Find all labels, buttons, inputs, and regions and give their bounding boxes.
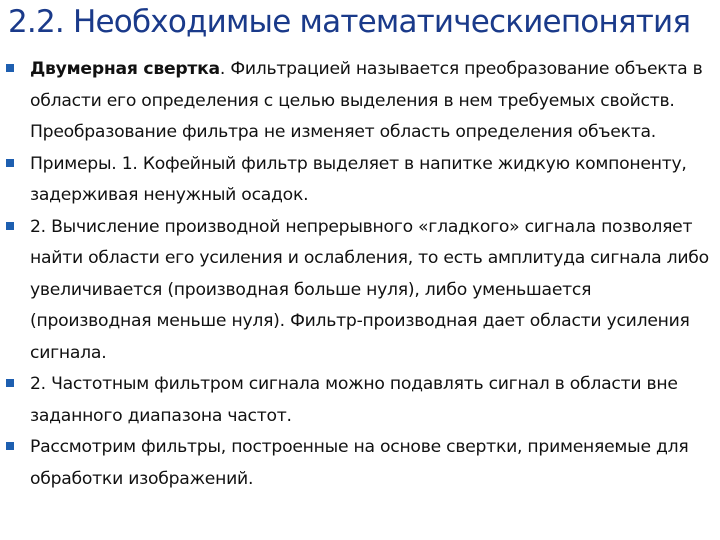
bullet-body: Рассмотрим фильтры, построенные на основе свертки, применяемые для обработки изображений. (30, 437, 689, 489)
bullet-body: Примеры. 1. Кофейный фильтр выделяет в напитке жидкую компоненту, задерживая ненужный осадок. (30, 153, 687, 205)
square-bullet-icon (6, 222, 14, 230)
bullet-item-frequency-filter (6, 369, 716, 432)
bullet-text (30, 54, 716, 149)
bullet-list (6, 54, 716, 495)
bullet-body: . Фильтрацией называется преобразование объекта в области его определения с целью выделения в нем требуемых свойств. Преобразование фильтра не изменяет область определения объекта. (30, 59, 703, 142)
bullet-item-examples (6, 149, 716, 212)
bullet-body: 2. Вычисление производной непрерывного «гладкого» сигнала позволяет найти области его усиления и ослабления, то есть амплитуда сигнала либо увеличивается (производная больше нуля), либо уменьшается (производная меньше нуля). Фильтр-производная дает области усиления сигнала. (30, 216, 709, 363)
slide-title: 2.2. Необходимые математическиепонятия (8, 4, 691, 40)
square-bullet-icon (6, 442, 14, 450)
bullet-body: 2. Частотным фильтром сигнала можно подавлять сигнал в области вне заданного диапазона частот. (30, 374, 678, 426)
bullet-item-convolution-filters (6, 432, 716, 495)
bullet-item-2d-convolution (6, 54, 716, 149)
square-bullet-icon (6, 379, 14, 387)
bullet-bold-lead: Двумерная свертка (30, 59, 220, 79)
square-bullet-icon (6, 159, 14, 167)
bullet-item-derivative (6, 212, 716, 370)
square-bullet-icon (6, 64, 14, 72)
